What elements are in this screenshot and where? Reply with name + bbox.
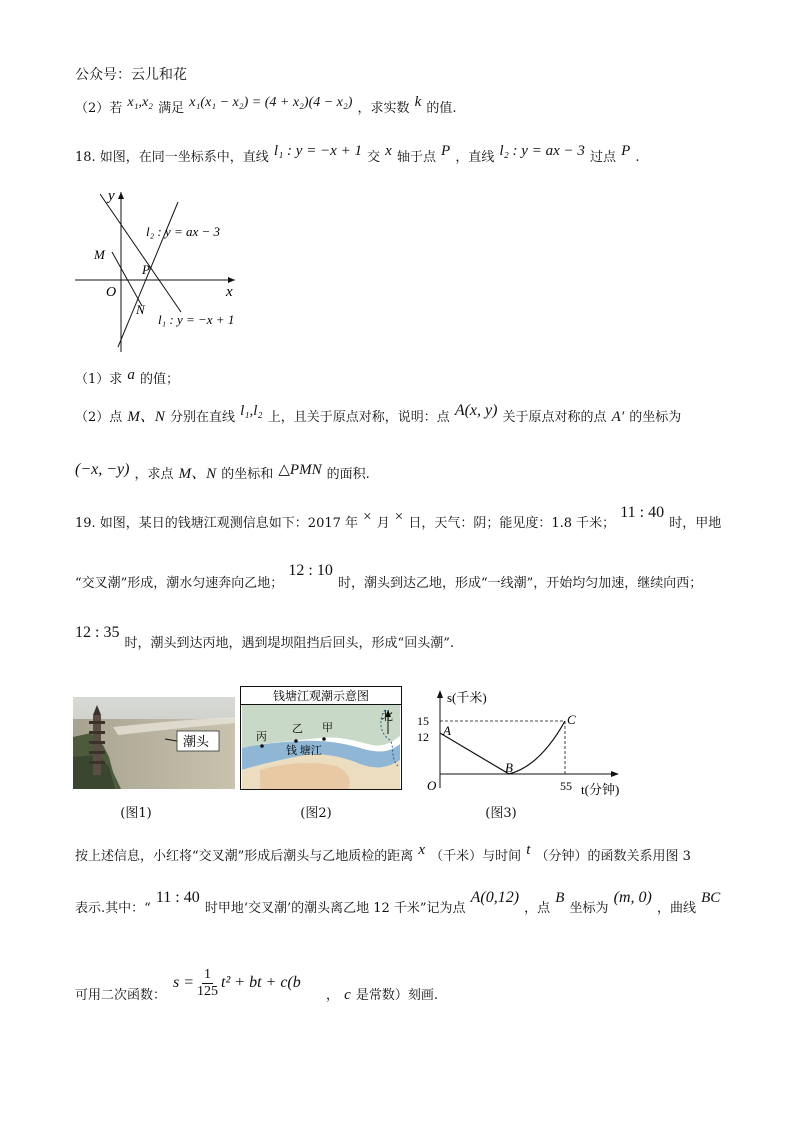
q18-intro-text-f: . xyxy=(635,150,640,165)
q19-p4-s: s = xyxy=(173,974,195,991)
fig3-origin: O xyxy=(427,778,437,793)
q19-line1-c: 日，天气：阴；能见度：1.8 千米； xyxy=(408,516,616,531)
x-axis-arrow xyxy=(228,277,235,283)
y-label: y xyxy=(108,188,115,204)
l1-label: l₁ : y = −x + 1 xyxy=(158,312,235,327)
fig3-caption: (图3) xyxy=(485,806,517,821)
q19-p4-c: c xyxy=(344,987,351,1003)
point-M-label: M xyxy=(94,247,105,262)
q19-p4-d: 是常数）刻画. xyxy=(355,988,439,1003)
q18-intro-text-c: 轴于点 xyxy=(396,150,436,165)
origin-label: O xyxy=(106,285,117,300)
q19-p3-b: 时甲地‘交叉潮’的潮头离乙地 12 千米”记为点 xyxy=(204,901,466,916)
fig2-river-label: 钱 塘江 xyxy=(286,745,322,757)
q18-P: P xyxy=(441,143,451,159)
q18-MN2: M、N xyxy=(178,466,217,482)
y-axis-arrow xyxy=(118,192,124,199)
q19-p4-a: 可用二次函数： xyxy=(75,988,167,1003)
q17-part2 xyxy=(75,94,457,117)
q18-part1-a: （1）求 xyxy=(75,372,123,387)
q19-line1-a: 19. 如图，某日的钱塘江观测信息如下：2017 年 xyxy=(75,516,359,531)
fig2-yi: 乙 xyxy=(292,723,303,735)
q19-line2-b: 时，潮头到达乙地，形成“一线潮”，开始均匀加速，继续向西； xyxy=(337,576,703,591)
fig3-y12: 12 xyxy=(417,730,429,744)
q17-k: k xyxy=(414,94,422,110)
q18-part2-line1 xyxy=(75,402,682,426)
q18-part2-c: 上，且关于原点对称，说明：点 xyxy=(267,410,450,425)
fig2-map xyxy=(240,686,402,790)
fig2-jia: 甲 xyxy=(322,722,333,734)
q17-equation: x₁(x₁ − x₂) = (4 + x₂)(4 − x₂) xyxy=(189,95,353,110)
q19-p3-BC: BC xyxy=(701,890,721,906)
q19-p3-a: 表示.其中：“ xyxy=(75,901,151,916)
fig3-A: A xyxy=(443,723,451,738)
q18-part2-e: 的坐标为 xyxy=(629,410,682,425)
q18-Aprime: A′ xyxy=(611,409,625,425)
q18-neg-coords: (−x, −y) xyxy=(75,461,130,478)
fig3-curve-BC xyxy=(509,721,565,774)
q18-intro-text-b: 交 xyxy=(367,150,381,165)
q18-part2-a: （2）点 xyxy=(75,410,123,425)
fig2-north: 北 xyxy=(381,709,394,723)
point-P-label: P xyxy=(142,262,150,277)
q19-p2-x: x xyxy=(418,842,426,858)
q18-intro-text-d: ，直线 xyxy=(455,150,495,165)
q19-p2-c: （分钟）的函数关系用图 3 xyxy=(535,849,691,864)
q19-time1: 11 : 40 xyxy=(620,504,665,521)
q19-p3-A: A(0,12) xyxy=(470,889,520,906)
q18-intro-text-e: 过点 xyxy=(589,150,616,165)
q18-MN: M、N xyxy=(127,409,165,425)
q19-p3-B: B xyxy=(555,890,565,906)
q17-part2-prefix: （2）若 xyxy=(75,101,123,116)
q18-P2: P xyxy=(621,143,631,159)
q19-p3-e: ，曲线 xyxy=(656,901,696,916)
fig3-y15: 15 xyxy=(417,714,429,728)
q18-part1-b: 的值； xyxy=(139,372,179,387)
fig3-x55: 55 xyxy=(560,779,572,793)
q19-fraction-num: 1 xyxy=(204,966,212,982)
fig3-graph xyxy=(415,688,635,803)
q18-intro xyxy=(75,143,640,166)
fig3-C: C xyxy=(567,712,576,727)
q18-part2-b: 分别在直线 xyxy=(169,410,235,425)
q18-part2-d: 关于原点对称的点 xyxy=(502,410,607,425)
q19-line2-a: “交叉潮”形成，潮水匀速奔向乙地； xyxy=(75,576,284,591)
q19-para4 xyxy=(75,984,166,1003)
q18-part2-line2 xyxy=(75,462,370,483)
q18-part2-f: ，求点 xyxy=(134,467,174,482)
fig2-bing: 丙 xyxy=(256,731,267,743)
q19-para3 xyxy=(75,889,721,917)
q18-Axy: A(x, y) xyxy=(454,402,498,419)
q19-line3-text: 时，潮头到达丙地，遇到堤坝阻挡后回头，形成“回头潮”. xyxy=(124,636,454,651)
q18-l2-expr: l₂ : y = ax − 3 xyxy=(499,143,585,159)
l2-label: l₂ : y = ax − 3 xyxy=(146,224,221,239)
q19-p3-d: 坐标为 xyxy=(569,901,609,916)
q17-end: 的值. xyxy=(426,101,457,116)
q17-vars: x₁,x₂ xyxy=(127,95,154,110)
q19-p3-m: (m, 0) xyxy=(613,889,652,906)
q18-intro-text-a: 18. 如图，在同一坐标系中，直线 xyxy=(75,150,269,165)
q19-line2 xyxy=(75,562,703,592)
fig3-segment-AB xyxy=(440,733,509,774)
q19-fraction-den: 125 xyxy=(197,983,219,999)
fig3-B: B xyxy=(505,760,513,775)
q18-l1l2: l₁,l₂ xyxy=(240,403,263,419)
q19-p3-c: ，点 xyxy=(524,901,551,916)
account-header: 公众号：云儿和花 xyxy=(75,67,187,83)
fig2-caption: (图2) xyxy=(300,806,332,821)
q19-p2-t: t xyxy=(526,842,531,858)
fig3-ylabel: s(千米) xyxy=(447,690,487,705)
fig1-tide-photo xyxy=(73,697,235,789)
q18-l1-expr: l₁ : y = −x + 1 xyxy=(273,143,362,159)
q18-x: x xyxy=(385,143,392,159)
q17-ask: ，求实数 xyxy=(357,101,410,116)
q18-triangle: △PMN xyxy=(278,462,322,478)
q18-part2-h: 的面积. xyxy=(326,467,370,482)
x-label: x xyxy=(226,284,233,300)
q19-p2-b: （千米）与时间 xyxy=(430,849,522,864)
fig2-title: 钱塘江观潮示意图 xyxy=(272,689,370,703)
q19-day-mark: × xyxy=(394,509,404,525)
q18-part1 xyxy=(75,368,179,388)
q18-a: a xyxy=(127,367,135,383)
q18-part2-g: 的坐标和 xyxy=(221,467,274,482)
fig3-xlabel: t(分钟) xyxy=(581,782,620,797)
q19-line1 xyxy=(75,504,722,532)
q19-line1-d: 时，甲地 xyxy=(669,516,722,531)
q19-p2-a: 按上述信息，小红将“交叉潮”形成后潮头与乙地质检的距离 xyxy=(75,849,414,864)
q18-coordinate-figure xyxy=(70,182,260,357)
q19-p3-time: 11 : 40 xyxy=(155,889,200,906)
point-N-label: N xyxy=(136,302,145,317)
q17-satisfy: 满足 xyxy=(158,101,185,116)
q19-quadratic xyxy=(173,963,301,1003)
q19-para4-tail xyxy=(326,984,438,1004)
fig1-caption: (图1) xyxy=(120,806,152,821)
q19-line1-b: 月 xyxy=(376,516,390,531)
q19-p4-rest: t² + bt + c(b xyxy=(221,974,301,991)
fig1-label: 潮头 xyxy=(183,734,210,749)
q19-para2 xyxy=(75,842,691,865)
q19-p4-b: ， xyxy=(326,988,340,1003)
q19-month-mark: × xyxy=(363,509,372,525)
q19-line3 xyxy=(75,624,454,652)
q19-time3: 12 : 35 xyxy=(75,624,120,641)
q19-time2: 12 : 10 xyxy=(288,562,333,579)
q19-fraction xyxy=(197,967,218,1000)
segment-MN xyxy=(112,252,142,306)
